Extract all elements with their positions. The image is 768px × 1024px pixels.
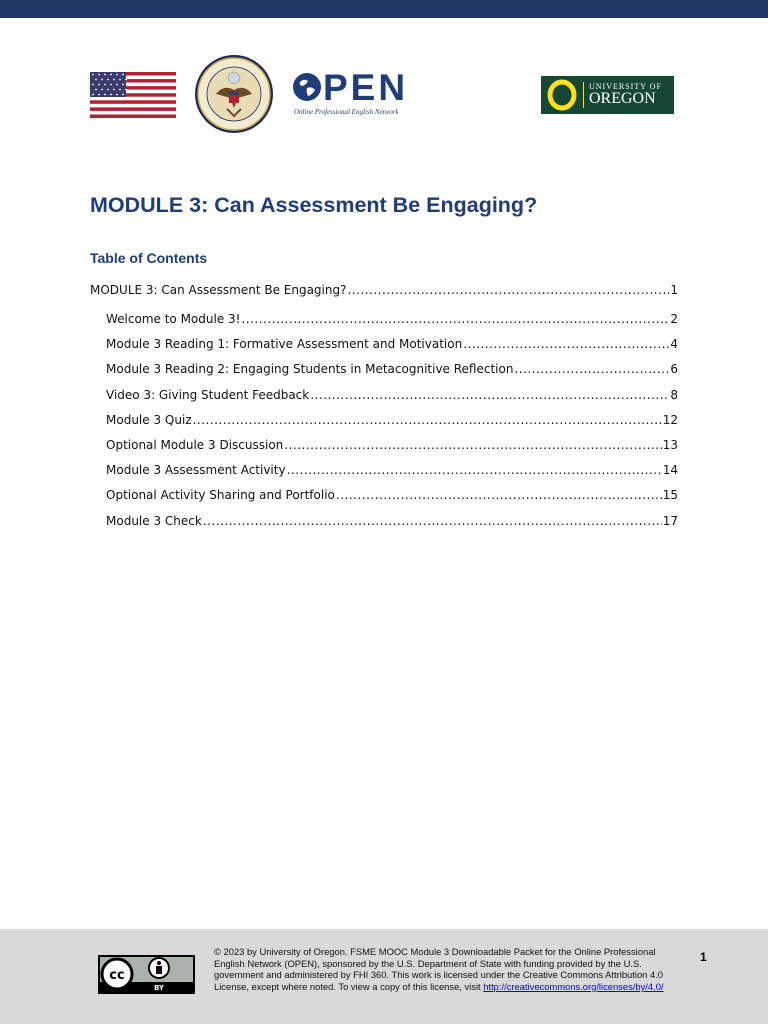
toc-dot-leader (287, 463, 662, 477)
toc-entry-title: Module 3 Reading 2: Engaging Students in Metacognitive Reflection (106, 362, 514, 377)
flag-star (92, 94, 94, 96)
flag-star (107, 79, 109, 81)
toc-entry-page: 8 (670, 387, 678, 402)
open-logo-subtitle: Online Professional English Network (294, 108, 399, 116)
toc-entry-title: MODULE 3: Can Assessment Be Engaging? (90, 283, 347, 297)
flag-star (92, 74, 94, 76)
flag-star (122, 74, 124, 76)
flag-star (110, 74, 112, 76)
toc-entry-page: 17 (662, 513, 678, 528)
department-of-state-seal (194, 54, 274, 134)
toc-entry-title: Optional Activity Sharing and Portfolio (106, 488, 335, 503)
flag-star (110, 84, 112, 86)
footer-copyright-text: © 2023 by University of Oregon. FSME MOOC Module 3 Downloadable Packet for the Online Professional English Network (OPEN), sponsored by the U.S. Department of State with funding provided by the U.S. government and administered by FHI 360. This work is licensed under the Creative Commons Attribution 4.0 License, except where noted. To view a copy of this license, visit (214, 946, 664, 992)
toc-entry[interactable] (90, 312, 678, 337)
flag-star (104, 74, 106, 76)
flag-star (95, 89, 97, 91)
toc-dot-leader (463, 337, 669, 351)
university-of-oregon-logo (541, 76, 674, 114)
toc-entry-title: Welcome to Module 3! (106, 312, 241, 326)
toc-entry-page: 12 (662, 412, 678, 427)
toc-entry[interactable] (90, 463, 678, 488)
open-globe-icon (292, 72, 322, 102)
flag-star (104, 84, 106, 86)
oregon-o-icon (547, 79, 577, 111)
flag-star (113, 79, 115, 81)
toc-entry-page: 1 (670, 283, 678, 297)
flag-star (122, 94, 124, 96)
toc-dot-leader (193, 413, 662, 427)
flag-stripe (90, 114, 176, 118)
toc-dot-leader (310, 388, 669, 402)
uo-logo-line2: OREGON (589, 90, 656, 107)
flag-star (125, 79, 127, 81)
flag-star (116, 84, 118, 86)
page-number: 1 (700, 950, 707, 964)
toc-entry-title: Optional Module 3 Discussion (106, 437, 284, 452)
top-banner-bar (0, 0, 768, 18)
toc-entry-title: Module 3 Check (106, 513, 202, 528)
flag-star (104, 94, 106, 96)
toc-entry-page: 13 (662, 437, 678, 452)
toc-entry[interactable] (90, 362, 678, 387)
toc-entry[interactable] (90, 488, 678, 513)
flag-star (98, 74, 100, 76)
toc-entry-title: Module 3 Quiz (106, 412, 192, 427)
flag-star (107, 89, 109, 91)
flag-star (101, 79, 103, 81)
us-flag-icon (90, 72, 176, 118)
toc-dot-leader (284, 438, 661, 452)
flag-stripe (90, 104, 176, 108)
toc-entry[interactable] (90, 514, 678, 539)
toc-heading: Table of Contents (90, 250, 208, 266)
toc-dot-leader (347, 283, 669, 297)
footer (0, 929, 768, 1024)
flag-star (113, 89, 115, 91)
flag-star (122, 84, 124, 86)
footer-license-text (214, 946, 664, 992)
cc-by-license-badge[interactable] (98, 955, 195, 994)
toc-dot-leader (336, 488, 662, 502)
page-title: MODULE 3: Can Assessment Be Engaging? (90, 193, 538, 217)
toc-entry[interactable] (90, 388, 678, 413)
flag-star (98, 84, 100, 86)
logo-divider (583, 82, 584, 108)
toc-entry[interactable] (90, 413, 678, 438)
flag-star (125, 89, 127, 91)
flag-star (101, 89, 103, 91)
table-of-contents (90, 283, 678, 539)
flag-star (116, 94, 118, 96)
toc-entry[interactable] (90, 283, 678, 312)
flag-star (116, 74, 118, 76)
cc-badge-label: BY (153, 984, 165, 992)
toc-entry-page: 6 (670, 362, 678, 377)
flag-stripe (90, 97, 176, 101)
toc-entry[interactable] (90, 337, 678, 362)
flag-star (110, 94, 112, 96)
toc-entry-page: 14 (662, 463, 678, 478)
flag-star (119, 89, 121, 91)
toc-entry-title: Module 3 Reading 1: Formative Assessment and Motivation (106, 337, 463, 352)
toc-entry-page: 2 (670, 312, 678, 326)
toc-dot-leader (203, 514, 662, 528)
flag-star (95, 79, 97, 81)
flag-stripe (90, 100, 176, 104)
toc-entry-page: 15 (662, 488, 678, 503)
svg-text:cc: cc (109, 968, 125, 983)
toc-entry-title: Module 3 Assessment Activity (106, 463, 286, 478)
toc-entry-title: Video 3: Giving Student Feedback (106, 387, 310, 402)
flag-star (119, 79, 121, 81)
toc-entry[interactable] (90, 438, 678, 463)
flag-star (92, 84, 94, 86)
toc-dot-leader (241, 312, 669, 326)
uo-logo-line1: UNIVERSITY OF (589, 82, 662, 91)
flag-stripe (90, 107, 176, 111)
open-logo (292, 68, 427, 120)
flag-star (98, 94, 100, 96)
open-logo-wordmark: PEN (323, 67, 409, 108)
toc-entry-page: 4 (670, 337, 678, 352)
license-link[interactable]: http://creativecommons.org/licenses/by/4.0/ (483, 980, 664, 992)
toc-dot-leader (514, 362, 669, 376)
flag-stripe (90, 111, 176, 115)
